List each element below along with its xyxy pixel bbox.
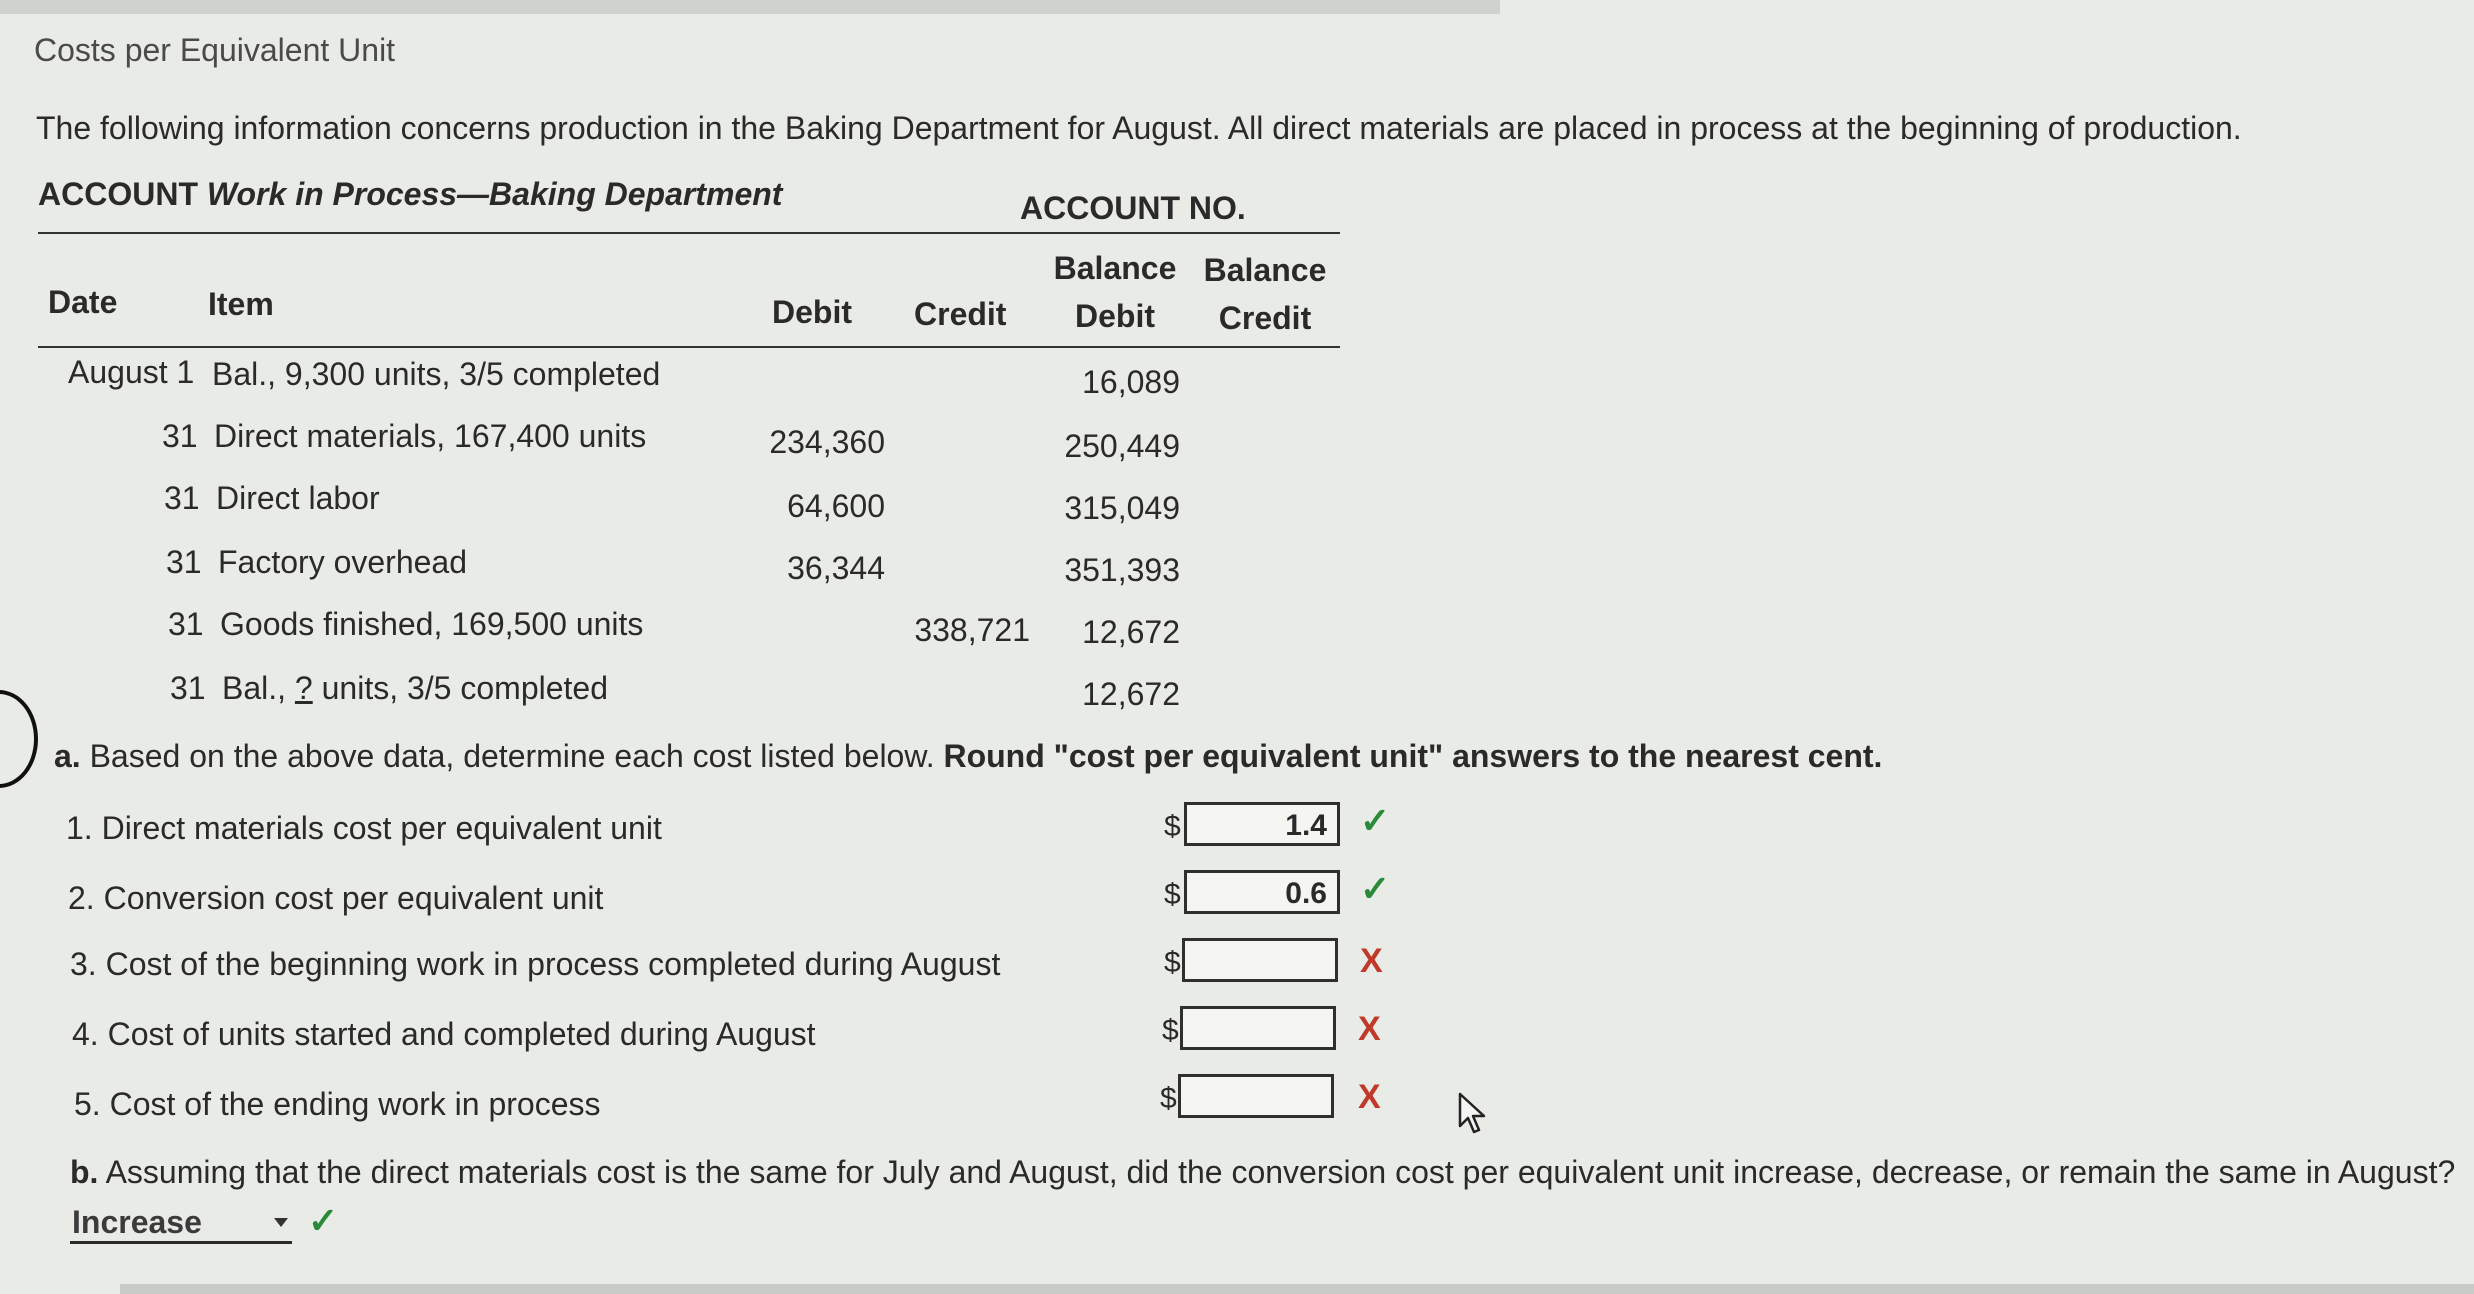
check-icon: ✓ (1360, 800, 1391, 841)
question-number: 4. (72, 1016, 99, 1052)
part-b-question (70, 1154, 2455, 1191)
header-balance-debit-line2: Debit (1075, 298, 1155, 334)
part-b-label: b. (70, 1154, 99, 1190)
question-number: 5. (74, 1086, 101, 1122)
answer-input-5[interactable] (1178, 1074, 1334, 1118)
row-date: 31 (166, 544, 202, 580)
account-name (38, 176, 782, 213)
dollar-sign: $ (1164, 810, 1181, 843)
row-item: Direct materials, 167,400 units (214, 418, 647, 454)
answer-input-4[interactable] (1180, 1006, 1336, 1050)
header-balance-credit-line2: Credit (1218, 300, 1312, 336)
row-date: 31 (164, 480, 200, 516)
question-text: Cost of the ending work in process (109, 1086, 601, 1122)
row-balance-debit: 315,049 (1064, 490, 1180, 526)
header-bottom-rule (38, 346, 1340, 348)
dollar-sign: $ (1160, 1082, 1177, 1115)
row-debit: 234,360 (769, 424, 885, 460)
account-number-label: ACCOUNT NO. (1020, 190, 1246, 226)
part-a-label: a. (54, 738, 81, 774)
account-name-prefix: ACCOUNT (38, 176, 207, 212)
row-date: 31 (170, 670, 206, 706)
question-text: Conversion cost per equivalent unit (103, 880, 604, 916)
header-item: Item (208, 286, 274, 322)
check-icon: ✓ (1360, 868, 1391, 909)
chevron-down-icon[interactable] (274, 1218, 288, 1227)
x-icon: X (1358, 1010, 1381, 1048)
row-date: 31 (162, 418, 198, 454)
mouse-pointer-icon (1458, 1092, 1488, 1134)
question-number: 3. (70, 946, 97, 982)
bottom-edge (120, 1284, 2474, 1294)
top-edge (0, 0, 1500, 14)
question-text: Direct materials cost per equivalent unit (101, 810, 662, 846)
dollar-sign: $ (1164, 878, 1181, 911)
answer-input-2[interactable]: 0.6 (1184, 870, 1340, 914)
row-item-post: units, 3/5 completed (312, 670, 608, 706)
part-b-text: Assuming that the direct materials cost is the same for July and August, did the conversion cost per equivalent unit increase, decrease, or remain the same in August? (105, 1154, 2456, 1190)
part-a-instructions (54, 738, 1882, 775)
intro-text: The following information concerns production in the Baking Department for August. All direct materials are placed in process at the beginning of production. (36, 110, 2242, 146)
header-date: Date (48, 284, 118, 320)
row-item: Direct labor (216, 480, 380, 516)
x-icon: X (1358, 1078, 1381, 1116)
left-edge-arc (0, 690, 38, 788)
answer-input-1[interactable]: 1.4 (1184, 802, 1340, 846)
header-debit: Debit (772, 294, 852, 330)
question-label (74, 1086, 601, 1123)
part-a-bold-text: Round "cost per equivalent unit" answers to the nearest cent. (943, 738, 1883, 774)
x-icon: X (1360, 942, 1383, 980)
unknown-units-link[interactable]: ? (294, 670, 313, 706)
question-number: 2. (68, 880, 95, 916)
row-balance-debit: 12,672 (1082, 614, 1180, 650)
part-a-text: Based on the above data, determine each cost listed below. (89, 738, 935, 774)
dropdown-selected-value: Increase (72, 1204, 202, 1240)
row-credit: 338,721 (914, 612, 1030, 648)
row-debit: 36,344 (787, 550, 885, 586)
header-balance-debit-line1: Balance (1053, 250, 1177, 286)
row-item (222, 670, 608, 707)
row-date: August 1 (68, 354, 195, 390)
header-credit: Credit (914, 296, 1007, 332)
row-debit: 64,600 (787, 488, 885, 524)
question-number: 1. (66, 810, 93, 846)
row-balance-debit: 16,089 (1082, 364, 1180, 400)
answer-dropdown[interactable] (70, 1204, 292, 1244)
question-label (68, 880, 603, 917)
row-balance-debit: 351,393 (1064, 552, 1180, 588)
answer-input-3[interactable] (1182, 938, 1338, 982)
question-label (66, 810, 662, 847)
page-title: Costs per Equivalent Unit (34, 32, 396, 68)
table-top-rule (38, 232, 1340, 234)
question-text: Cost of the beginning work in process completed during August (105, 946, 1001, 982)
header-balance-credit-line1: Balance (1203, 252, 1327, 288)
account-name-title: Work in Process—Baking Department (206, 176, 783, 212)
row-item: Factory overhead (218, 544, 468, 580)
row-item: Goods finished, 169,500 units (220, 606, 644, 642)
row-date: 31 (168, 606, 204, 642)
question-label (72, 1016, 816, 1053)
dollar-sign: $ (1162, 1014, 1179, 1047)
dollar-sign: $ (1164, 946, 1181, 979)
row-balance-debit: 250,449 (1064, 428, 1180, 464)
question-label (70, 946, 1000, 983)
question-text: Cost of units started and completed during August (107, 1016, 816, 1052)
check-icon: ✓ (308, 1200, 339, 1241)
row-item-pre: Bal., (222, 670, 295, 706)
row-balance-debit: 12,672 (1082, 676, 1180, 712)
row-item: Bal., 9,300 units, 3/5 completed (212, 356, 661, 392)
